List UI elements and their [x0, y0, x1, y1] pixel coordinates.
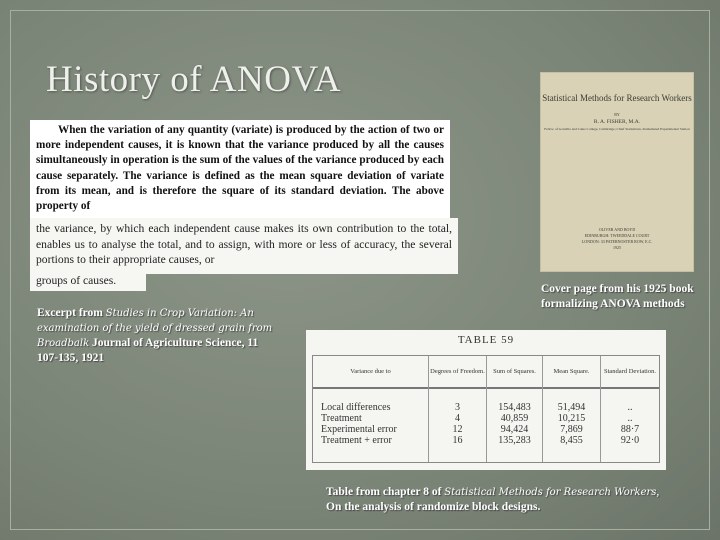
table-cell: Treatment: [321, 413, 362, 424]
anova-table-image: [306, 330, 666, 470]
table-column-body: [429, 389, 486, 446]
cover-author: R. A. FISHER, M.A.: [593, 119, 641, 125]
table-title: TABLE 59: [457, 334, 515, 346]
table-column: [487, 356, 543, 462]
cover-title: Statistical Methods for Research Workers: [542, 93, 692, 103]
table-cell: 40,859: [500, 413, 529, 424]
table-cell: ..: [627, 402, 633, 413]
cover-year: 1925: [613, 245, 621, 250]
caption-study-title: Studies in Crop Variation: An examination of the yield of dressed grain from Broadbalk: [37, 308, 273, 349]
cover-publisher-block: [541, 227, 693, 251]
table-cell: 135,283: [498, 435, 531, 446]
table-column: [543, 356, 601, 462]
table-cell: 7,869: [560, 424, 583, 435]
table-cell: 51,494: [557, 402, 586, 413]
caption-comma: ,: [656, 486, 660, 498]
table-cell: ..: [627, 413, 633, 424]
table-cell: 3: [455, 402, 460, 413]
cover-address-1: EDINBURGH: TWEEDDALE COURT: [584, 233, 650, 238]
table-column-body: [313, 389, 428, 446]
table-cell: 92·0: [620, 435, 640, 446]
table-cell: 10,215: [557, 413, 586, 424]
cover-address-2: LONDON: 33 PATERNOSTER ROW, E.C.: [581, 239, 653, 244]
excerpt-image-part2: [30, 218, 458, 274]
table-cell: Experimental error: [321, 424, 397, 435]
table-cell: Treatment + error: [321, 435, 392, 446]
table-cell: Local differences: [321, 402, 391, 413]
table-header: Variance due to: [313, 356, 428, 389]
table-cell: 4: [455, 413, 460, 424]
table-header: Sum of Squares.: [487, 356, 542, 389]
table-cell: 94,424: [500, 424, 529, 435]
table-header: Mean Square.: [543, 356, 600, 389]
table-column-body: [543, 389, 600, 446]
caption-prefix: Table from chapter 8 of: [326, 486, 442, 498]
cover-caption: Cover page from his 1925 book formalizing ANOVA methods: [541, 283, 694, 310]
table-cell: 88·7: [620, 424, 640, 435]
table-caption: [326, 485, 706, 515]
excerpt-image-part1: [30, 120, 450, 218]
table-column: [313, 356, 429, 462]
caption-prefix: Excerpt from: [37, 307, 103, 319]
table-header: Standard Deviation.: [601, 356, 659, 389]
table-cell: 154,483: [498, 402, 531, 413]
excerpt-text-3: groups of causes.: [36, 274, 117, 287]
caption-journal: Journal of Agriculture Science: [92, 337, 242, 349]
anova-table: [312, 355, 660, 463]
excerpt-image-part3: [30, 274, 146, 291]
table-column: [429, 356, 487, 462]
table-column: [601, 356, 659, 462]
table-column-body: [601, 389, 659, 446]
cover-by: BY: [614, 112, 620, 117]
cover-subtitle: Fellow of Gonville and Caius College, Cambridge; Chief Statistician, Rothamsted Experimental Station: [544, 127, 690, 131]
caption-description: On the analysis of randomize block designs.: [326, 501, 541, 513]
table-cell: 16: [452, 435, 463, 446]
caption-citation: , 11 107-135, 1921: [37, 337, 259, 364]
book-cover-image: [540, 72, 694, 272]
excerpt-caption: [37, 306, 277, 366]
excerpt-text-1: When the variation of any quantity (variate) is produced by the action of two or more independent causes, it is known that the variance produced by all the causes simultaneously in operation is the sum of the values of the variance produced by each cause separately. The variance is defined as the mean square deviation of variate from its mean, and is therefore the square of its standard deviation. The above property of: [36, 124, 444, 213]
slide-title: History of ANOVA: [46, 59, 342, 100]
table-column-body: [487, 389, 542, 446]
table-cell: 12: [452, 424, 463, 435]
caption-book-title: Statistical Methods for Research Workers: [444, 487, 657, 498]
table-cell: 8,455: [560, 435, 583, 446]
table-header: Degrees of Freedom.: [429, 356, 486, 389]
excerpt-text-2: the variance, by which each independent cause makes its own contribution to the total, enables us to analyse the total, and to assign, with more or less of accuracy, the several portions to their appropriate causes, or: [36, 222, 452, 266]
cover-publisher: OLIVER AND BOYD: [598, 227, 636, 232]
